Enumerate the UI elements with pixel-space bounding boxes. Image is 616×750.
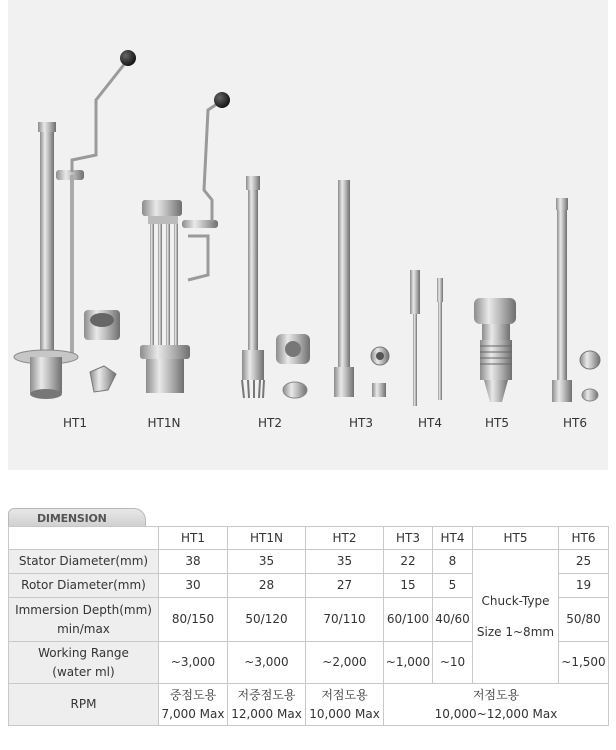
rpm-type: 저점도용 — [321, 687, 368, 702]
table-cell: 30 — [159, 574, 228, 598]
row-label: RPM — [9, 684, 159, 726]
table-header-row — [9, 527, 609, 550]
model-label: HT1 — [63, 416, 87, 430]
table-cell: ~3,000 — [228, 642, 306, 684]
dimension-title: DIMENSION — [37, 512, 107, 525]
column-header: HT2 — [306, 527, 384, 550]
table-cell: ~1,000 — [384, 642, 433, 684]
table-cell: 19 — [559, 574, 609, 598]
rpm-value: 12,000 Max — [231, 706, 302, 721]
dimension-section-header — [8, 508, 608, 527]
dimension-table — [8, 526, 609, 726]
column-header: HT1N — [228, 527, 306, 550]
rpm-value: 7,000 Max — [161, 706, 225, 721]
row-label-line1: Immersion Depth(mm) — [15, 602, 152, 617]
row-label-line1: Working Range — [38, 645, 129, 660]
column-header: HT6 — [559, 527, 609, 550]
table-cell: 28 — [228, 574, 306, 598]
table-cell: ~2,000 — [306, 642, 384, 684]
row-label: Stator Diameter(mm) — [9, 550, 159, 574]
model-label: HT1N — [147, 416, 181, 430]
table-cell: ~3,000 — [159, 642, 228, 684]
row-label: Rotor Diameter(mm) — [9, 574, 159, 598]
model-label: HT2 — [258, 416, 282, 430]
row-label-line2: (water ml) — [52, 664, 115, 679]
ht6-unit — [552, 198, 600, 402]
table-cell: 50/80 — [559, 598, 609, 642]
ht4-unit — [410, 270, 443, 406]
ht5-note-line2: Size 1~8mm — [476, 624, 555, 639]
table-cell: 40/60 — [433, 598, 473, 642]
table-cell: 80/150 — [159, 598, 228, 642]
column-header: HT3 — [384, 527, 433, 550]
table-cell: 22 — [384, 550, 433, 574]
rpm-value: 10,000 Max — [309, 706, 380, 721]
dimension-tab — [8, 508, 146, 527]
row-label-line2: min/max — [57, 621, 110, 636]
table-cell: 5 — [433, 574, 473, 598]
homogenizer-illustration — [8, 0, 608, 470]
table-cell: ~1,500 — [559, 642, 609, 684]
table-cell: 70/110 — [306, 598, 384, 642]
model-label: HT3 — [349, 416, 373, 430]
table-row-rpm — [9, 684, 609, 726]
table-cell — [384, 684, 609, 726]
table-cell — [306, 684, 384, 726]
table-cell: 25 — [559, 550, 609, 574]
table-cell: 15 — [384, 574, 433, 598]
rpm-type: 저점도용 — [472, 687, 520, 702]
rpm-value: 10,000~12,000 Max — [434, 706, 558, 721]
table-cell: 50/120 — [228, 598, 306, 642]
model-label: HT6 — [563, 416, 587, 430]
corner-cell — [9, 527, 159, 550]
ht3-unit — [334, 180, 389, 397]
ht1-unit — [14, 50, 136, 399]
ht5-chuck-cell — [473, 550, 559, 684]
table-cell: 38 — [159, 550, 228, 574]
table-cell: 35 — [306, 550, 384, 574]
ht5-unit — [474, 298, 516, 402]
ht1n-unit — [140, 92, 230, 393]
table-row — [9, 550, 609, 574]
table-cell — [159, 684, 228, 726]
table-cell: 35 — [228, 550, 306, 574]
table-cell: 8 — [433, 550, 473, 574]
table-cell: 27 — [306, 574, 384, 598]
model-label: HT4 — [418, 416, 442, 430]
rpm-type: 중점도용 — [169, 687, 217, 702]
model-label: HT5 — [485, 416, 509, 430]
table-cell — [228, 684, 306, 726]
column-header: HT1 — [159, 527, 228, 550]
row-label — [9, 642, 159, 684]
row-label — [9, 598, 159, 642]
table-cell: ~10 — [433, 642, 473, 684]
ht2-unit — [242, 176, 310, 398]
rpm-type: 저중점도용 — [237, 687, 296, 702]
column-header: HT4 — [433, 527, 473, 550]
ht5-note-line1: Chuck-Type — [481, 593, 550, 608]
product-photo — [8, 0, 608, 470]
table-cell: 60/100 — [384, 598, 433, 642]
column-header: HT5 — [473, 527, 559, 550]
